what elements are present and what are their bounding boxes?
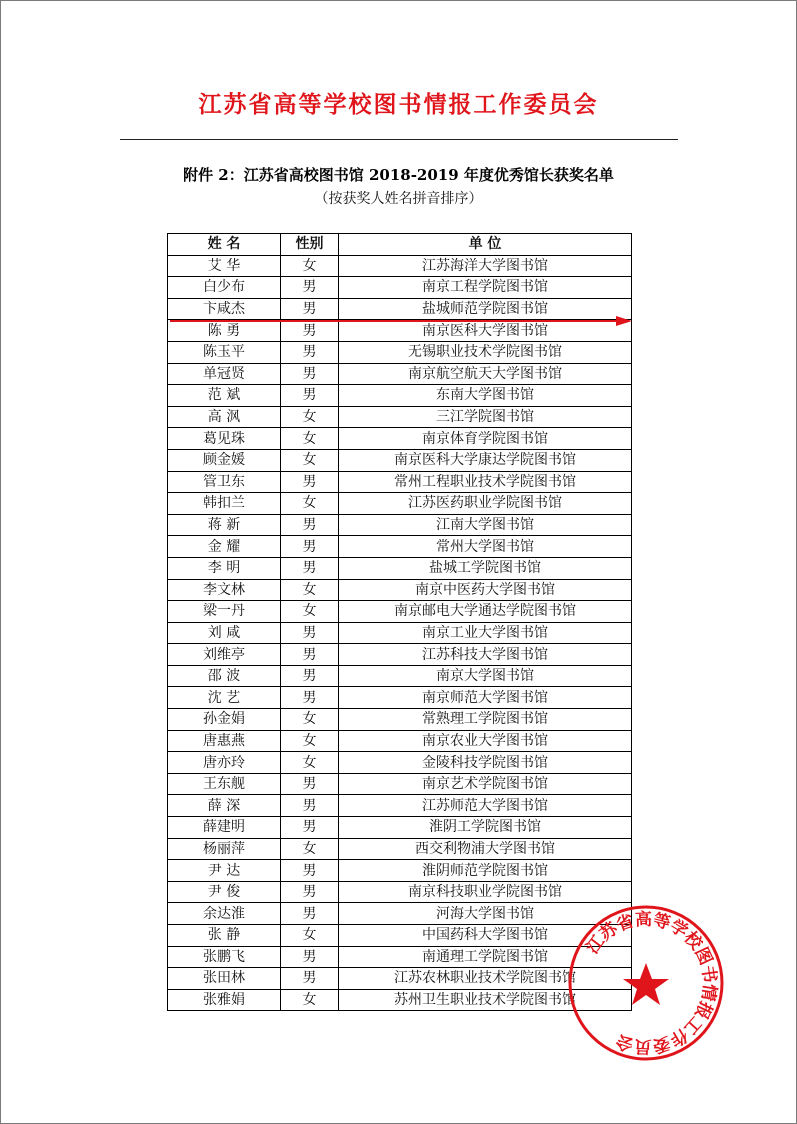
table-row [168, 709, 632, 731]
cell-name: 金 耀 [168, 536, 281, 558]
cell-name: 刘维亭 [168, 644, 281, 666]
table-row [168, 773, 632, 795]
cell-name: 高 沨 [168, 406, 281, 428]
table-row [168, 644, 632, 666]
table-row [168, 406, 632, 428]
table-row [168, 817, 632, 839]
cell-gender: 女 [281, 601, 339, 623]
table-row [168, 687, 632, 709]
document-title: 附件 2：江苏省高校图书馆 2018-2019 年度优秀馆长获奖名单 [183, 166, 614, 184]
cell-name: 刘 咸 [168, 622, 281, 644]
cell-gender: 男 [281, 320, 339, 342]
table-row [168, 341, 632, 363]
cell-gender: 女 [281, 838, 339, 860]
header-name: 姓 名 [168, 234, 281, 256]
cell-unit: 江苏农林职业技术学院图书馆 [339, 968, 632, 990]
table-row [168, 795, 632, 817]
cell-name: 李 明 [168, 557, 281, 579]
cell-unit: 南京体育学院图书馆 [339, 428, 632, 450]
cell-unit: 东南大学图书馆 [339, 385, 632, 407]
cell-name: 单冠贤 [168, 363, 281, 385]
cell-name: 唐亦玲 [168, 752, 281, 774]
cell-unit: 常州工程职业技术学院图书馆 [339, 471, 632, 493]
cell-name: 蒋 新 [168, 514, 281, 536]
cell-gender: 男 [281, 817, 339, 839]
cell-unit: 南京工程学院图书馆 [339, 277, 632, 299]
cell-gender: 男 [281, 277, 339, 299]
cell-gender: 女 [281, 428, 339, 450]
table-row [168, 838, 632, 860]
cell-unit: 河海大学图书馆 [339, 903, 632, 925]
cell-name: 卞咸杰 [168, 298, 281, 320]
table-row [168, 752, 632, 774]
cell-gender: 男 [281, 665, 339, 687]
cell-gender: 男 [281, 773, 339, 795]
cell-unit: 南京邮电大学通达学院图书馆 [339, 601, 632, 623]
cell-name: 韩扣兰 [168, 493, 281, 515]
cell-unit: 三江学院图书馆 [339, 406, 632, 428]
cell-gender: 男 [281, 363, 339, 385]
cell-unit: 淮阴工学院图书馆 [339, 817, 632, 839]
cell-name: 管卫东 [168, 471, 281, 493]
cell-name: 张鹏飞 [168, 946, 281, 968]
cell-unit: 金陵科技学院图书馆 [339, 752, 632, 774]
cell-unit: 淮阴师范学院图书馆 [339, 860, 632, 882]
cell-name: 范 斌 [168, 385, 281, 407]
cell-gender: 女 [281, 449, 339, 471]
header-unit: 单 位 [339, 234, 632, 256]
cell-gender: 女 [281, 752, 339, 774]
cell-gender: 女 [281, 579, 339, 601]
cell-gender: 女 [281, 709, 339, 731]
table-row [168, 514, 632, 536]
table-row [168, 601, 632, 623]
cell-gender: 男 [281, 968, 339, 990]
table-row [168, 428, 632, 450]
cell-unit: 南京农业大学图书馆 [339, 730, 632, 752]
cell-gender: 男 [281, 946, 339, 968]
cell-unit: 南京医科大学图书馆 [339, 320, 632, 342]
organization-title: 江苏省高等学校图书情报工作委员会 [198, 91, 599, 118]
cell-unit: 南京艺术学院图书馆 [339, 773, 632, 795]
header-divider [120, 139, 678, 140]
cell-unit: 南京航空航天大学图书馆 [339, 363, 632, 385]
cell-unit: 江苏医药职业学院图书馆 [339, 493, 632, 515]
cell-gender: 女 [281, 730, 339, 752]
cell-gender: 男 [281, 860, 339, 882]
cell-unit: 南京师范大学图书馆 [339, 687, 632, 709]
table-row [168, 255, 632, 277]
cell-gender: 男 [281, 471, 339, 493]
table-row [168, 363, 632, 385]
cell-unit: 南京医科大学康达学院图书馆 [339, 449, 632, 471]
cell-gender: 男 [281, 881, 339, 903]
cell-name: 李文林 [168, 579, 281, 601]
table-row [168, 449, 632, 471]
award-table-body [168, 255, 632, 1011]
cell-gender: 男 [281, 557, 339, 579]
cell-name: 艾 华 [168, 255, 281, 277]
table-row [168, 493, 632, 515]
cell-unit: 江苏师范大学图书馆 [339, 795, 632, 817]
cell-unit: 常州大学图书馆 [339, 536, 632, 558]
table-row [168, 579, 632, 601]
table-row [168, 385, 632, 407]
cell-gender: 男 [281, 687, 339, 709]
cell-name: 沈 艺 [168, 687, 281, 709]
cell-gender: 女 [281, 406, 339, 428]
cell-unit: 江苏海洋大学图书馆 [339, 255, 632, 277]
cell-name: 陈 勇 [168, 320, 281, 342]
table-row [168, 665, 632, 687]
cell-name: 孙金娟 [168, 709, 281, 731]
cell-unit: 西交利物浦大学图书馆 [339, 838, 632, 860]
table-row [168, 860, 632, 882]
cell-gender: 女 [281, 255, 339, 277]
cell-unit: 南京大学图书馆 [339, 665, 632, 687]
cell-gender: 男 [281, 795, 339, 817]
cell-unit: 江苏科技大学图书馆 [339, 644, 632, 666]
table-header-row [168, 234, 632, 256]
cell-name: 王东舰 [168, 773, 281, 795]
cell-name: 薛 深 [168, 795, 281, 817]
cell-name: 梁一丹 [168, 601, 281, 623]
red-arrow-annotation [170, 313, 632, 329]
cell-gender: 女 [281, 493, 339, 515]
cell-name: 白少布 [168, 277, 281, 299]
cell-name: 余达淮 [168, 903, 281, 925]
cell-gender: 男 [281, 622, 339, 644]
cell-unit: 南京中医药大学图书馆 [339, 579, 632, 601]
official-seal [566, 903, 726, 1063]
cell-gender: 女 [281, 989, 339, 1011]
cell-name: 唐惠燕 [168, 730, 281, 752]
table-row [168, 622, 632, 644]
table-row [168, 903, 632, 925]
document-subtitle: （按获奖人姓名拼音排序） [314, 191, 483, 207]
cell-unit: 南京工业大学图书馆 [339, 622, 632, 644]
table-row [168, 881, 632, 903]
cell-name: 张雅娟 [168, 989, 281, 1011]
cell-unit: 盐城工学院图书馆 [339, 557, 632, 579]
cell-gender: 男 [281, 903, 339, 925]
cell-unit: 江南大学图书馆 [339, 514, 632, 536]
cell-gender: 男 [281, 536, 339, 558]
cell-gender: 男 [281, 385, 339, 407]
cell-unit: 南通理工学院图书馆 [339, 946, 632, 968]
table-row [168, 557, 632, 579]
cell-name: 薛建明 [168, 817, 281, 839]
cell-name: 邵 波 [168, 665, 281, 687]
cell-unit: 盐城师范学院图书馆 [339, 298, 632, 320]
cell-gender: 男 [281, 644, 339, 666]
cell-unit: 无锡职业技术学院图书馆 [339, 341, 632, 363]
cell-unit: 常熟理工学院图书馆 [339, 709, 632, 731]
cell-unit: 中国药科大学图书馆 [339, 925, 632, 947]
cell-name: 顾金媛 [168, 449, 281, 471]
cell-name: 陈玉平 [168, 341, 281, 363]
table-row [168, 925, 632, 947]
header-gender: 性别 [281, 234, 339, 256]
table-row [168, 471, 632, 493]
award-table [167, 233, 632, 1011]
table-row [168, 989, 632, 1011]
cell-gender: 男 [281, 298, 339, 320]
cell-gender: 男 [281, 341, 339, 363]
table-row [168, 730, 632, 752]
cell-name: 张田林 [168, 968, 281, 990]
cell-name: 张 静 [168, 925, 281, 947]
table-row [168, 536, 632, 558]
cell-name: 杨丽萍 [168, 838, 281, 860]
cell-name: 尹 达 [168, 860, 281, 882]
table-row [168, 946, 632, 968]
cell-unit: 南京科技职业学院图书馆 [339, 881, 632, 903]
cell-unit: 苏州卫生职业技术学院图书馆 [339, 989, 632, 1011]
cell-name: 葛见珠 [168, 428, 281, 450]
cell-gender: 男 [281, 514, 339, 536]
cell-gender: 女 [281, 925, 339, 947]
cell-name: 尹 俊 [168, 881, 281, 903]
table-row [168, 277, 632, 299]
svg-text:江苏省高等学校图书情报工作委员会: 江苏省高等学校图书情报工作委员会 [582, 909, 720, 1057]
table-row [168, 968, 632, 990]
